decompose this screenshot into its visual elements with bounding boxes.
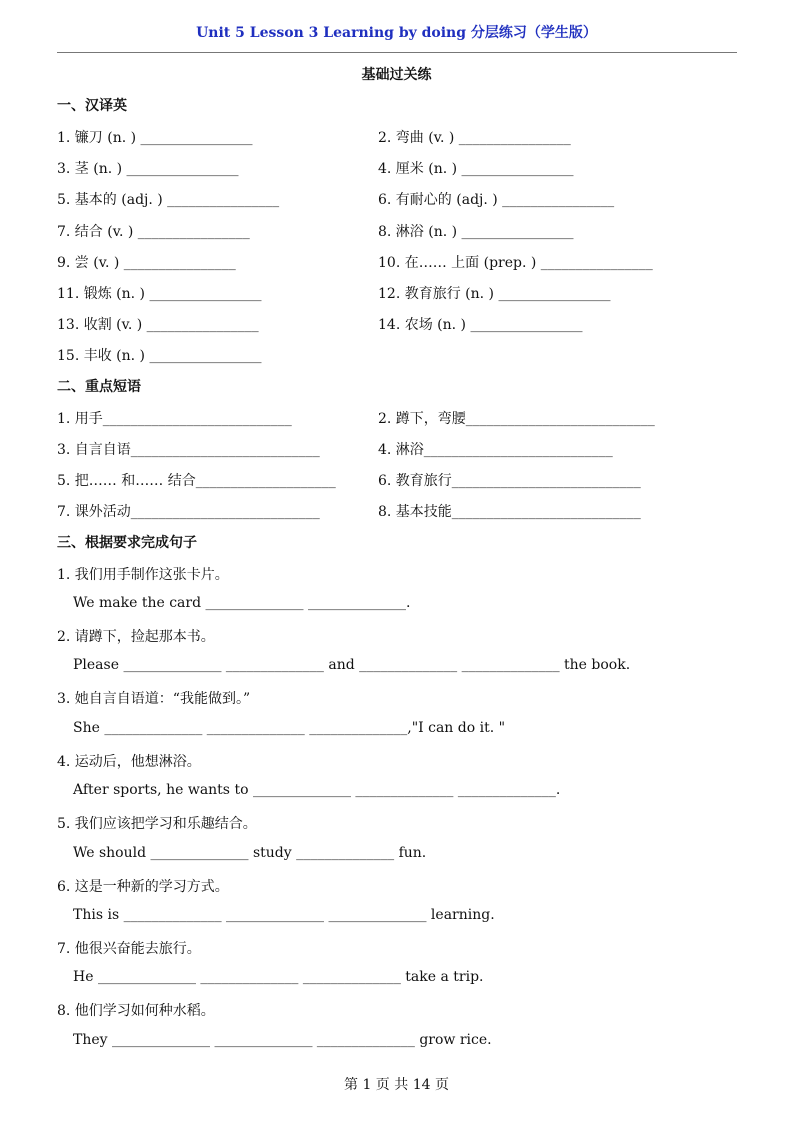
part2-item-7: 7. 课外活动___________________________ bbox=[57, 504, 320, 520]
part1-item-11: 11. 锻炼 (n. ) ________________ bbox=[57, 286, 262, 302]
part3-item-7-cn: 7. 他很兴奋能去旅行。 bbox=[57, 941, 201, 957]
part3-item-6-cn: 6. 这是一种新的学习方式。 bbox=[57, 879, 229, 895]
section-title: 基础过关练 bbox=[361, 67, 432, 83]
part1-heading: 一、汉译英 bbox=[57, 98, 127, 114]
page-number-footer: 第 1 页 共 14 页 bbox=[344, 1077, 449, 1093]
part2-item-6: 6. 教育旅行___________________________ bbox=[378, 473, 641, 489]
part1-item-8: 8. 淋浴 (n. ) ________________ bbox=[378, 224, 574, 240]
part2-item-5: 5. 把…… 和…… 结合____________________ bbox=[57, 473, 336, 489]
part1-item-5: 5. 基本的 (adj. ) ________________ bbox=[57, 192, 280, 208]
part3-item-1-en: We make the card ______________ ______________. bbox=[73, 595, 411, 611]
part3-item-2-en: Please ______________ ______________ and ______________ ______________ the book. bbox=[73, 657, 631, 673]
part1-item-2: 2. 弯曲 (v. ) ________________ bbox=[378, 130, 571, 146]
part3-item-6-en: This is ______________ ______________ ______________ learning. bbox=[73, 907, 495, 923]
part1-item-9: 9. 尝 (v. ) ________________ bbox=[57, 255, 236, 271]
part1-item-14: 14. 农场 (n. ) ________________ bbox=[378, 317, 583, 333]
part3-item-1-cn: 1. 我们用手制作这张卡片。 bbox=[57, 567, 229, 583]
part1-item-12: 12. 教育旅行 (n. ) ________________ bbox=[378, 286, 611, 302]
part3-item-5-cn: 5. 我们应该把学习和乐趣结合。 bbox=[57, 816, 257, 832]
part1-item-10: 10. 在…… 上面 (prep. ) ________________ bbox=[378, 255, 653, 271]
part3-heading: 三、根据要求完成句子 bbox=[57, 535, 197, 551]
part3-item-5-en: We should ______________ study ______________ fun. bbox=[73, 845, 427, 861]
part1-item-7: 7. 结合 (v. ) ________________ bbox=[57, 224, 250, 240]
part2-item-2: 2. 蹲下，弯腰___________________________ bbox=[378, 411, 655, 427]
header-divider bbox=[57, 52, 737, 53]
part1-item-15: 15. 丰收 (n. ) ________________ bbox=[57, 348, 262, 364]
part1-item-4: 4. 厘米 (n. ) ________________ bbox=[378, 161, 574, 177]
part1-item-6: 6. 有耐心的 (adj. ) ________________ bbox=[378, 192, 615, 208]
part3-item-3-en: She ______________ ______________ ______________,"I can do it. " bbox=[73, 720, 506, 736]
part3-item-4-en: After sports, he wants to ______________ ______________ ______________. bbox=[73, 782, 561, 798]
part1-item-13: 13. 收割 (v. ) ________________ bbox=[57, 317, 259, 333]
header-title: Unit 5 Lesson 3 Learning by doing 分层练习（学生版） bbox=[196, 25, 597, 41]
part3-item-8-cn: 8. 他们学习如何种水稻。 bbox=[57, 1003, 215, 1019]
part2-heading: 二、重点短语 bbox=[57, 379, 141, 395]
part1-item-1: 1. 镰刀 (n. ) ________________ bbox=[57, 130, 253, 146]
part3-item-8-en: They ______________ ______________ ______________ grow rice. bbox=[73, 1032, 492, 1048]
part1-item-3: 3. 茎 (n. ) ________________ bbox=[57, 161, 239, 177]
part2-item-4: 4. 淋浴___________________________ bbox=[378, 442, 613, 458]
part2-item-8: 8. 基本技能___________________________ bbox=[378, 504, 641, 520]
part3-item-7-en: He ______________ ______________ ______________ take a trip. bbox=[73, 969, 484, 985]
part2-item-1: 1. 用手___________________________ bbox=[57, 411, 292, 427]
part3-item-3-cn: 3. 她自言自语道：“我能做到。” bbox=[57, 691, 251, 707]
part3-item-4-cn: 4. 运动后，他想淋浴。 bbox=[57, 754, 201, 770]
part3-item-2-cn: 2. 请蹲下，捡起那本书。 bbox=[57, 629, 215, 645]
part2-item-3: 3. 自言自语___________________________ bbox=[57, 442, 320, 458]
